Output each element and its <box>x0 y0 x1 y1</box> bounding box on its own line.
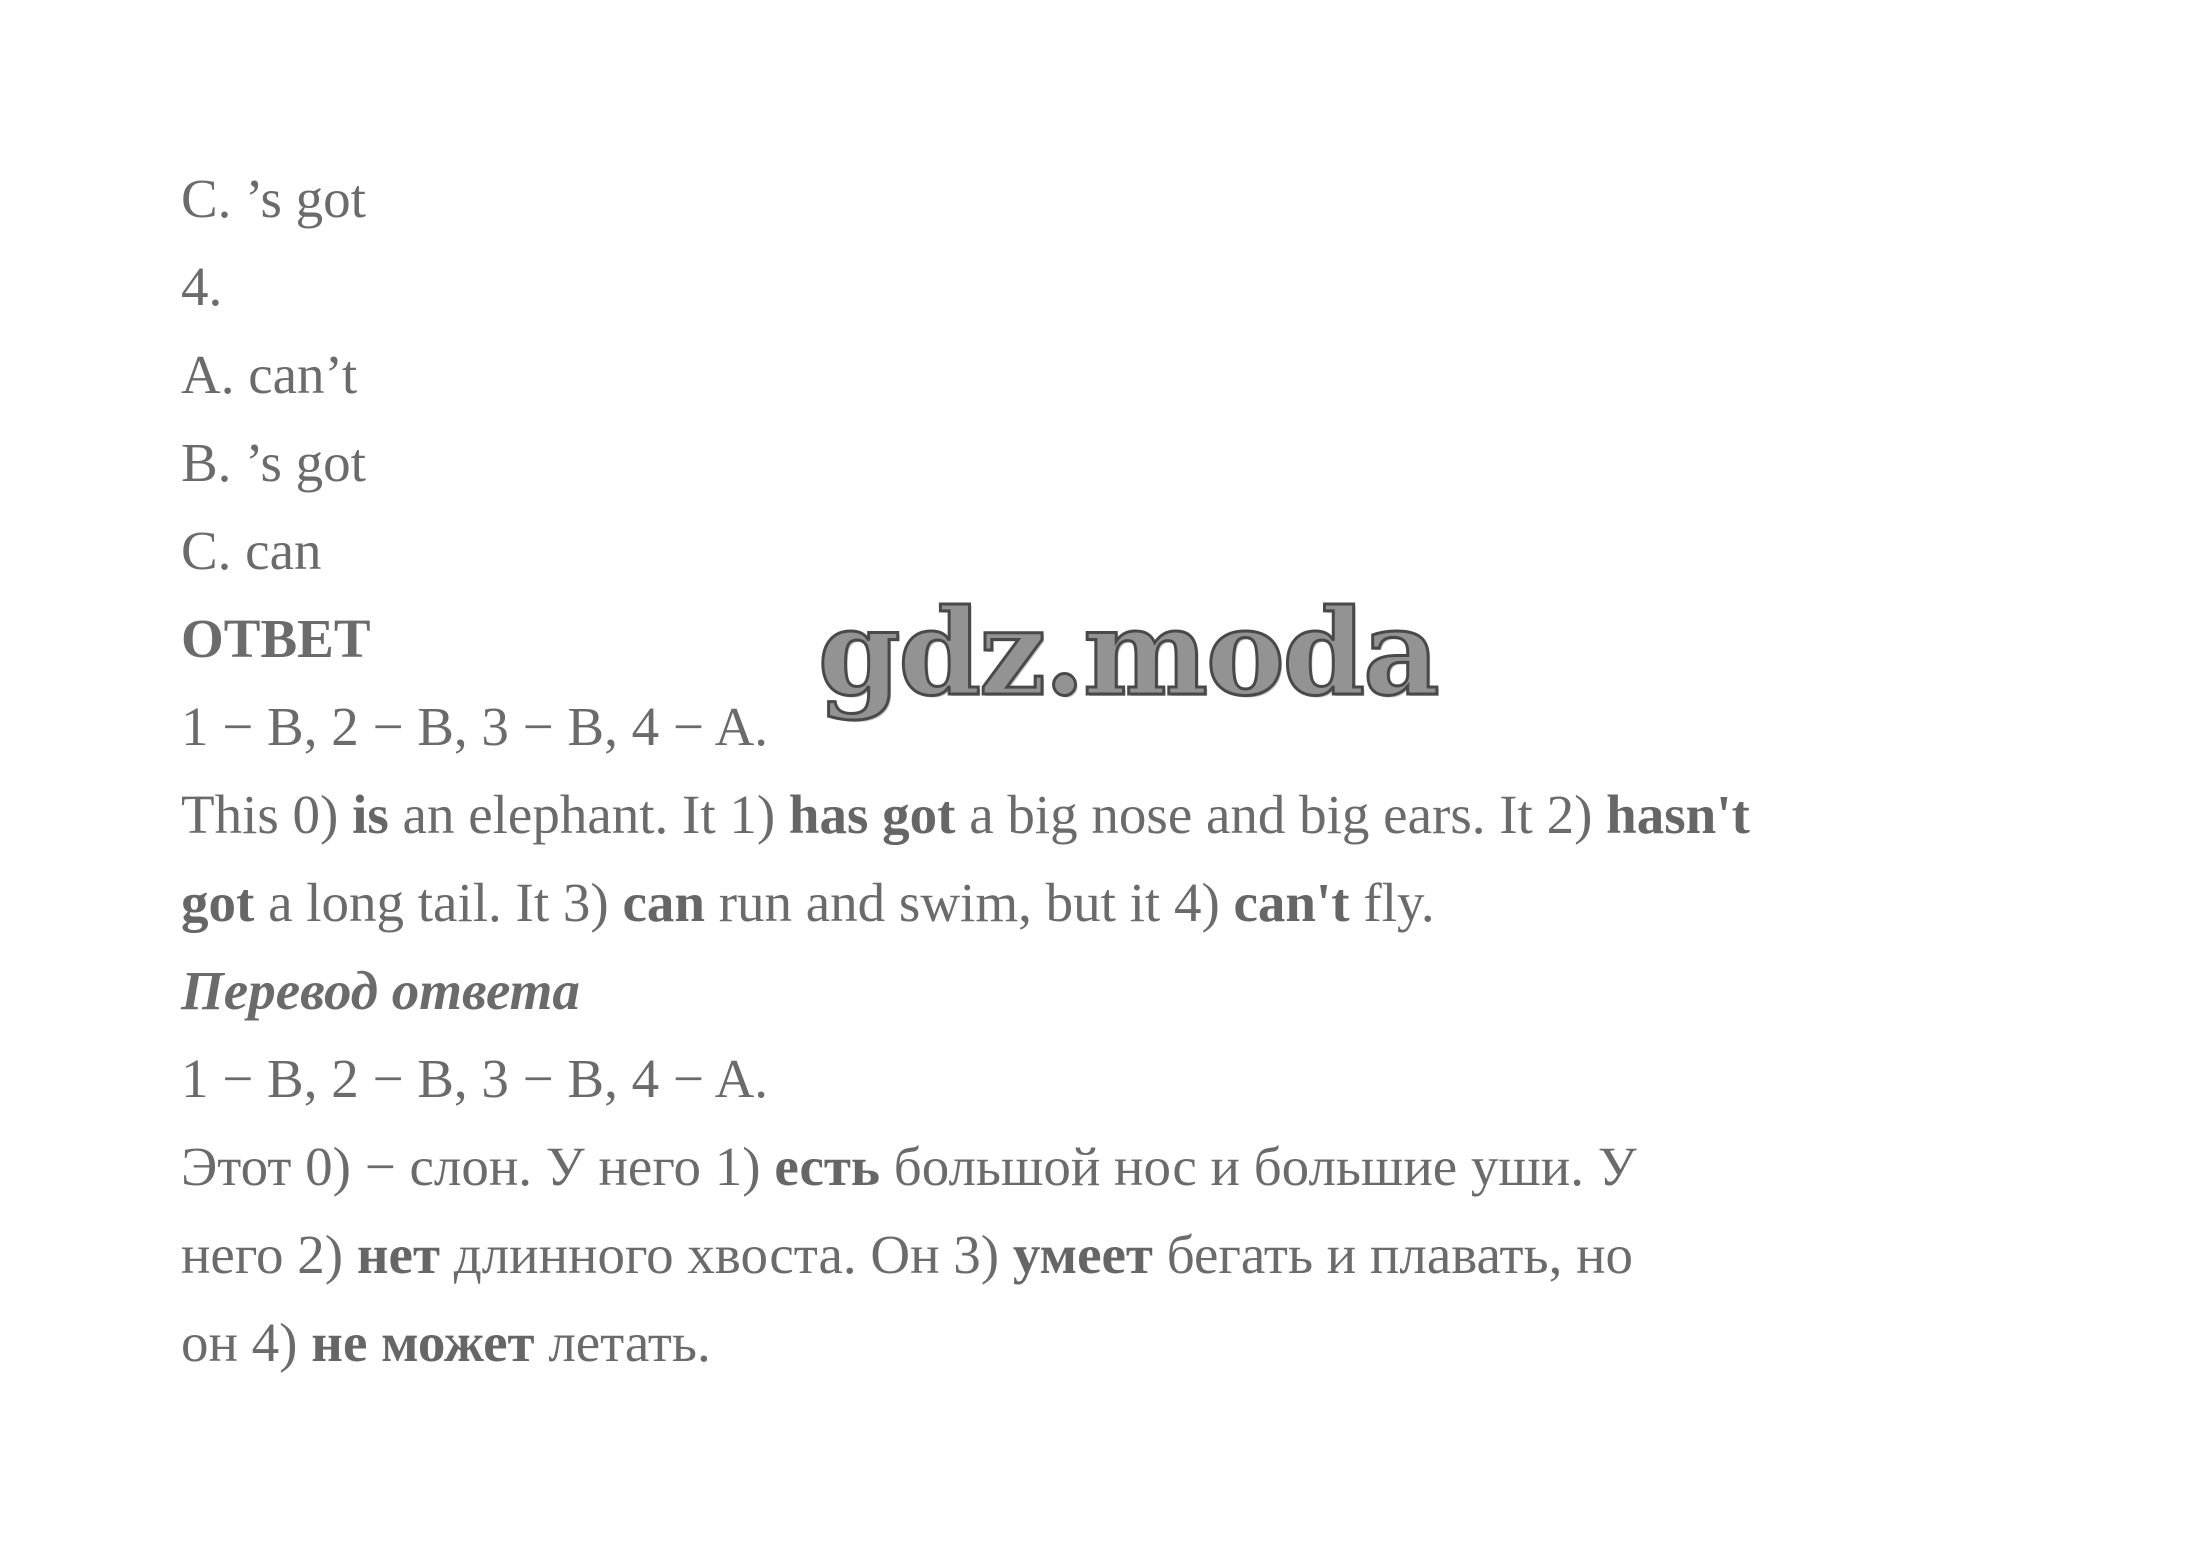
answer-text-part: a long tail. It 3) <box>254 872 623 933</box>
translation-text-line-3 <box>181 1299 2081 1387</box>
answer-bold-is: is <box>352 784 389 845</box>
answer-text-part: run and swim, but it 4) <box>704 872 1234 933</box>
translation-text-part: длинного хвоста. Он 3) <box>439 1224 1013 1285</box>
translation-bold-umeet: умеет <box>1012 1224 1153 1285</box>
answer-text-part: a big nose and big ears. It 2) <box>955 784 1607 845</box>
answer-heading: ОТВЕТ <box>181 608 371 669</box>
answer-text-part: This 0) <box>181 784 353 845</box>
answer-text-part: fly. <box>1349 872 1435 933</box>
translation-text-part: бегать и плавать, но <box>1152 1224 1634 1285</box>
answer-bold-hasnt: hasn't <box>1606 784 1750 845</box>
question-number-4: 4. <box>181 256 223 317</box>
option-c-prev: C. ’s got <box>181 168 366 229</box>
answer-bold-can: can <box>622 872 705 933</box>
option-b: B. ’s got <box>181 432 366 493</box>
answer-bold-cant: can't <box>1233 872 1350 933</box>
answer-bold-got: got <box>181 872 255 933</box>
translation-bold-ne-mozhet: не может <box>311 1312 535 1373</box>
translation-text-line-1 <box>181 1123 2081 1211</box>
translation-text-part: него 2) <box>181 1224 357 1285</box>
translation-text-part: большой нос и большие уши. У <box>879 1136 1637 1197</box>
option-a: A. can’t <box>181 344 358 405</box>
answer-text-line-1 <box>181 771 2081 859</box>
option-c: C. can <box>181 520 322 581</box>
translation-text-part: Этот 0) − слон. У него 1) <box>181 1136 775 1197</box>
translation-key: 1 − B, 2 − B, 3 − B, 4 − A. <box>181 1048 769 1109</box>
document-page <box>181 155 2081 1387</box>
answer-key: 1 − B, 2 − B, 3 − B, 4 − A. <box>181 696 769 757</box>
translation-heading: Перевод ответа <box>181 960 580 1021</box>
translation-text-part: летать. <box>534 1312 711 1373</box>
translation-bold-net: нет <box>356 1224 440 1285</box>
translation-text-line-2 <box>181 1211 2081 1299</box>
answer-text-line-2 <box>181 859 2081 947</box>
answer-bold-has-got: has got <box>788 784 956 845</box>
translation-bold-est: есть <box>774 1136 880 1197</box>
answer-text-part: an elephant. It 1) <box>388 784 789 845</box>
watermark-logo: gdz.moda <box>818 583 1438 722</box>
translation-text-part: он 4) <box>181 1312 312 1373</box>
